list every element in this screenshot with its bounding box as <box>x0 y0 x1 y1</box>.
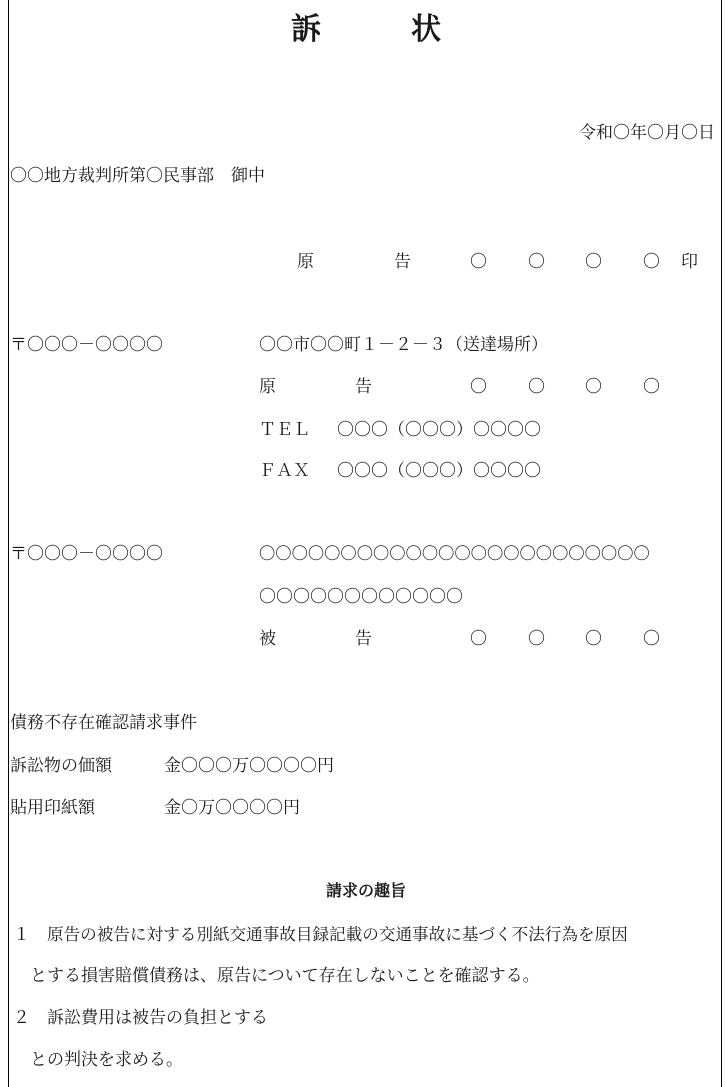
claim-value: 金〇〇〇万〇〇〇〇円 <box>164 756 334 776</box>
plaintiff-fax-label: ＦＡＸ <box>259 461 310 481</box>
defendant-name-char-4: 〇 <box>643 629 660 649</box>
document-title: 訴 状 <box>291 12 441 47</box>
plaintiff-role-char-1: 原 <box>259 377 276 397</box>
plaintiff-tel-number: 〇〇〇（〇〇〇）〇〇〇〇 <box>337 420 541 440</box>
defendant-name-char-2: 〇 <box>528 629 545 649</box>
claim-1-line-2: とする損害賠償債務は、原告について存在しないことを確認する。 <box>30 966 540 986</box>
defendant-role-char-1: 被 <box>259 629 276 649</box>
plaintiff-fax-number: 〇〇〇（〇〇〇）〇〇〇〇 <box>337 461 541 481</box>
plaintiff-tel-label: ＴＥＬ <box>259 420 310 440</box>
defendant-name-char-3: 〇 <box>585 629 602 649</box>
plaintiff-role-char-2: 告 <box>355 377 372 397</box>
defendant-postal-code: 〒〇〇〇－〇〇〇〇 <box>10 544 163 564</box>
claim-2-number: ２ <box>13 1008 30 1028</box>
seal-mark: 印 <box>681 252 698 272</box>
filer-role-char-1: 原 <box>297 252 314 272</box>
filer-name-char-4: 〇 <box>643 252 660 272</box>
plaintiff-address: 〇〇市〇〇町１－２－３（送達場所） <box>259 335 548 355</box>
claim-2-line-1: 訴訟費用は被告の負担とする <box>47 1008 268 1028</box>
filing-date: 令和〇年〇月〇日 <box>579 123 715 143</box>
plaintiff-postal-code: 〒〇〇〇－〇〇〇〇 <box>10 335 163 355</box>
filer-name-char-2: 〇 <box>528 252 545 272</box>
document-page <box>8 0 722 1087</box>
defendant-address-line-2: 〇〇〇〇〇〇〇〇〇〇〇〇 <box>259 587 463 607</box>
stamp-fee-value: 金〇万〇〇〇〇円 <box>164 798 300 818</box>
filer-role-char-2: 告 <box>394 252 411 272</box>
plaintiff-name-char-1: 〇 <box>470 377 487 397</box>
claim-1-line-1: 原告の被告に対する別紙交通事故目録記載の交通事故に基づく不法行為を原因 <box>47 925 628 944</box>
claim-value-label: 訴訟物の価額 <box>10 756 112 776</box>
plaintiff-name-char-4: 〇 <box>643 377 660 397</box>
stamp-fee-label: 貼用印紙額 <box>10 798 95 818</box>
claims-section-heading: 請求の趣旨 <box>325 881 406 900</box>
defendant-role-char-2: 告 <box>355 629 372 649</box>
filer-name-char-1: 〇 <box>470 252 487 272</box>
case-name: 債務不存在確認請求事件 <box>10 713 197 733</box>
claim-1-number: １ <box>13 925 30 945</box>
plaintiff-name-char-3: 〇 <box>585 377 602 397</box>
plaintiff-name-char-2: 〇 <box>528 377 545 397</box>
defendant-address-line-1: 〇〇〇〇〇〇〇〇〇〇〇〇〇〇〇〇〇〇〇〇〇〇〇〇 <box>259 544 650 563</box>
defendant-name-char-1: 〇 <box>470 629 487 649</box>
filer-name-char-3: 〇 <box>585 252 602 272</box>
court-addressee: 〇〇地方裁判所第〇民事部 御中 <box>10 166 265 186</box>
closing-statement: との判決を求める。 <box>30 1050 183 1070</box>
